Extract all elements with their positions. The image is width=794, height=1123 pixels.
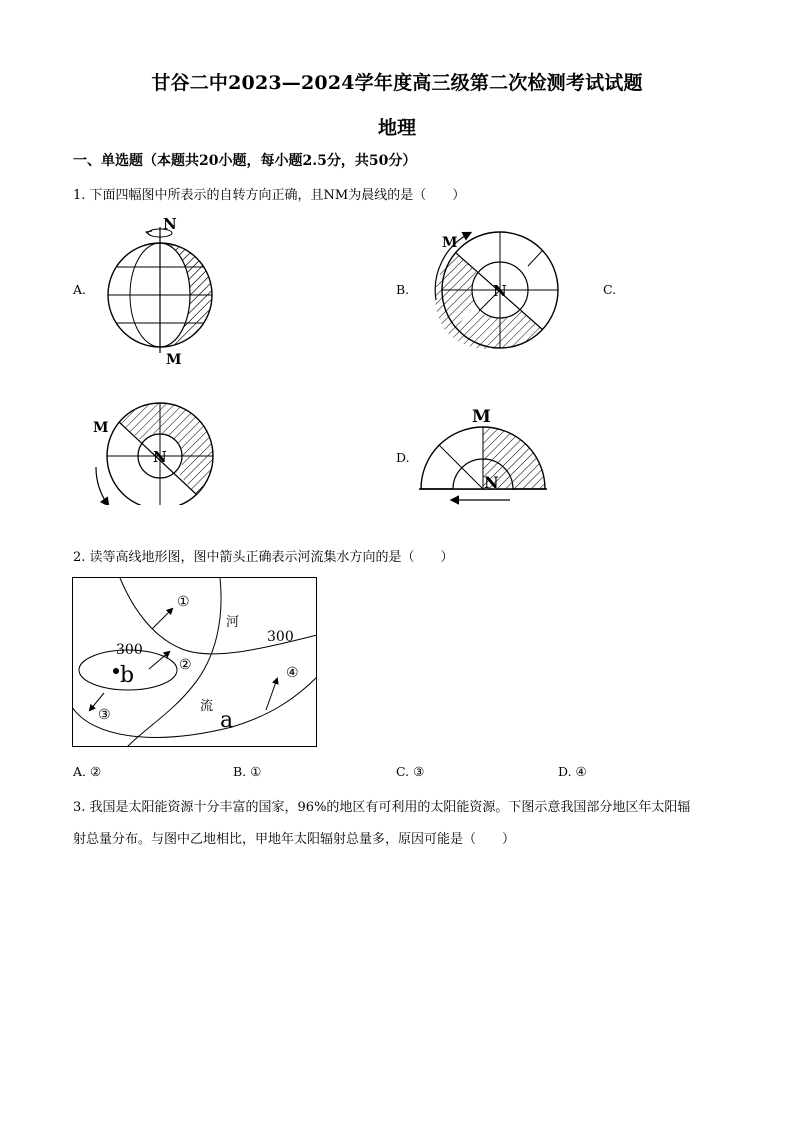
option-c-label: C. xyxy=(603,282,617,297)
figure-b xyxy=(435,232,558,349)
option-b-label: B. xyxy=(396,282,410,297)
figure-d-m-label: M xyxy=(472,407,491,427)
figure-b-n-label: N xyxy=(493,282,507,300)
question-1-figures xyxy=(0,205,794,505)
arrow-4-label: ④ xyxy=(286,665,299,681)
q2-option-c[interactable]: C. ③ xyxy=(396,764,425,779)
question-3-line-1: 3. 我国是太阳能资源十分丰富的国家，96%的地区有可利用的太阳能资源。下图示意我国部分地区年太阳辐 xyxy=(73,800,691,815)
river-char-he: 河 xyxy=(226,615,240,630)
q2-option-b[interactable]: B. ① xyxy=(233,764,262,779)
arrow-2-label: ② xyxy=(179,657,192,673)
option-a-label: A. xyxy=(73,282,87,297)
question-3-line-2: 射总量分布。与图中乙地相比，甲地年太阳辐射总量多，原因可能是（ ） xyxy=(73,832,516,847)
arrow-1-label: ① xyxy=(177,594,190,610)
arrow-3-label: ③ xyxy=(98,707,111,723)
figure-a xyxy=(108,215,212,368)
figure-d xyxy=(419,407,547,500)
contour-label-right: 300 xyxy=(267,629,294,645)
figure-d-n-label: N xyxy=(484,473,499,492)
option-d-label: D. xyxy=(396,450,410,465)
section-heading: 一、单选题（本题共20小题，每小题2.5分，共50分） xyxy=(73,153,417,169)
contour-label-left: 300 xyxy=(116,642,143,658)
subject-title: 地理 xyxy=(377,117,416,139)
point-a-label: a xyxy=(220,708,234,733)
figure-a-m-label: M xyxy=(166,352,182,368)
figure-c xyxy=(93,403,213,505)
q2-option-a[interactable]: A. ② xyxy=(73,764,102,779)
figure-b-m-label: M xyxy=(442,235,458,251)
question-1-text: 1. 下面四幅图中所表示的自转方向正确，且NM为晨线的是（ ） xyxy=(73,188,466,203)
question-2-contour-map xyxy=(72,577,318,748)
figure-c-m-label: M xyxy=(93,420,109,436)
q2-option-d[interactable]: D. ④ xyxy=(558,764,587,779)
figure-c-n-label: N xyxy=(153,448,167,466)
river-char-liu: 流 xyxy=(200,699,214,714)
figure-a-n-label: N xyxy=(163,215,177,233)
page-title: 甘谷二中2023—2024学年度高三级第二次检测考试试题 xyxy=(151,72,643,94)
question-2-text: 2. 读等高线地形图，图中箭头正确表示河流集水方向的是（ ） xyxy=(73,550,454,565)
point-b-label: b xyxy=(120,663,135,688)
